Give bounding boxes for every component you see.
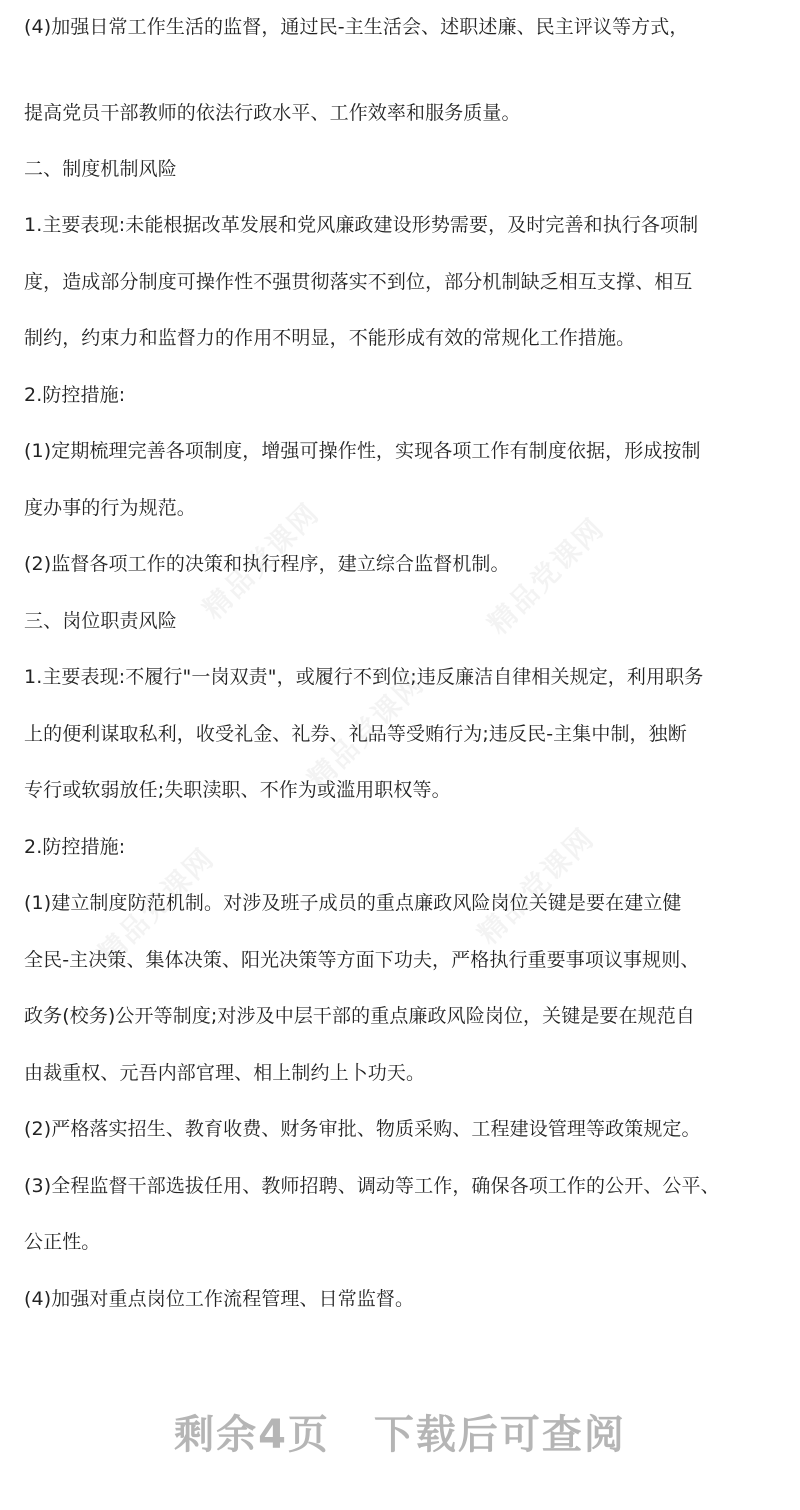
section-heading: 二、制度机制风险 [24, 158, 177, 180]
paragraph-line: 1.主要表现:不履行"一岗双责"，或履行不到位;违反廉洁自律相关规定，利用职务 [24, 666, 704, 688]
paragraph-line: 制约，约束力和监督力的作用不明显，不能形成有效的常规化工作措施。 [24, 327, 636, 349]
watermark: 精品党课网 [471, 821, 601, 951]
download-to-read-label: 下载后可查阅 [373, 1412, 626, 1458]
paragraph-line: 1.主要表现:未能根据改革发展和党风廉政建设形势需要，及时完善和执行各项制 [24, 214, 699, 236]
paragraph-line: (4)加强日常工作生活的监督，通过民-主生活会、述职述廉、民主评议等方式， [24, 16, 689, 38]
subheading: 2.防控措施: [24, 836, 126, 858]
paragraph-line: 专行或软弱放任;失职渎职、不作为或滥用职权等。 [24, 779, 451, 801]
section-heading: 三、岗位职责风险 [24, 610, 177, 632]
paragraph-line: (4)加强对重点岗位工作流程管理、日常监督。 [24, 1288, 415, 1310]
download-banner[interactable] [0, 1405, 800, 1465]
remaining-pages-label: 剩余4页 [174, 1412, 330, 1458]
paragraph-line: 政务(校务)公开等制度;对涉及中层干部的重点廉政风险岗位，关键是要在规范自 [24, 1005, 695, 1027]
paragraph-line: 度，造成部分制度可操作性不强贯彻落实不到位，部分机制缺乏相互支撑、相互 [24, 271, 693, 293]
paragraph-line: (3)全程监督干部选拔任用、教师招聘、调动等工作，确保各项工作的公开、公平、 [24, 1175, 720, 1197]
paragraph-line: (1)建立制度防范机制。对涉及班子成员的重点廉政风险岗位关键是要在建立健 [24, 892, 682, 914]
watermark: 精品党课网 [481, 511, 611, 641]
watermark: 精品党课网 [91, 841, 221, 971]
paragraph-line: 全民-主决策、集体决策、阳光决策等方面下功夫，严格执行重要事项议事规则、 [24, 949, 700, 971]
paragraph-line: 度办事的行为规范。 [24, 497, 196, 519]
subheading: 2.防控措施: [24, 384, 126, 406]
watermark: 精品党课网 [196, 496, 326, 626]
watermark: 精品党课网 [301, 666, 431, 796]
paragraph-line: 上的便利谋取私利，收受礼金、礼券、礼品等受贿行为;违反民-主集中制，独断 [24, 723, 687, 745]
paragraph-line: 提高党员干部教师的依法行政水平、工作效率和服务质量。 [24, 102, 521, 124]
paragraph-line: 由裁重权、元吾内部官理、相上制约上卜功天。 [24, 1062, 426, 1084]
paragraph-line: 公正性。 [24, 1231, 101, 1253]
paragraph-line: (1)定期梳理完善各项制度，增强可操作性，实现各项工作有制度依据，形成按制 [24, 440, 701, 462]
paragraph-line: (2)严格落实招生、教育收费、财务审批、物质采购、工程建设管理等政策规定。 [24, 1118, 701, 1140]
paragraph-line: (2)监督各项工作的决策和执行程序，建立综合监督机制。 [24, 553, 510, 575]
